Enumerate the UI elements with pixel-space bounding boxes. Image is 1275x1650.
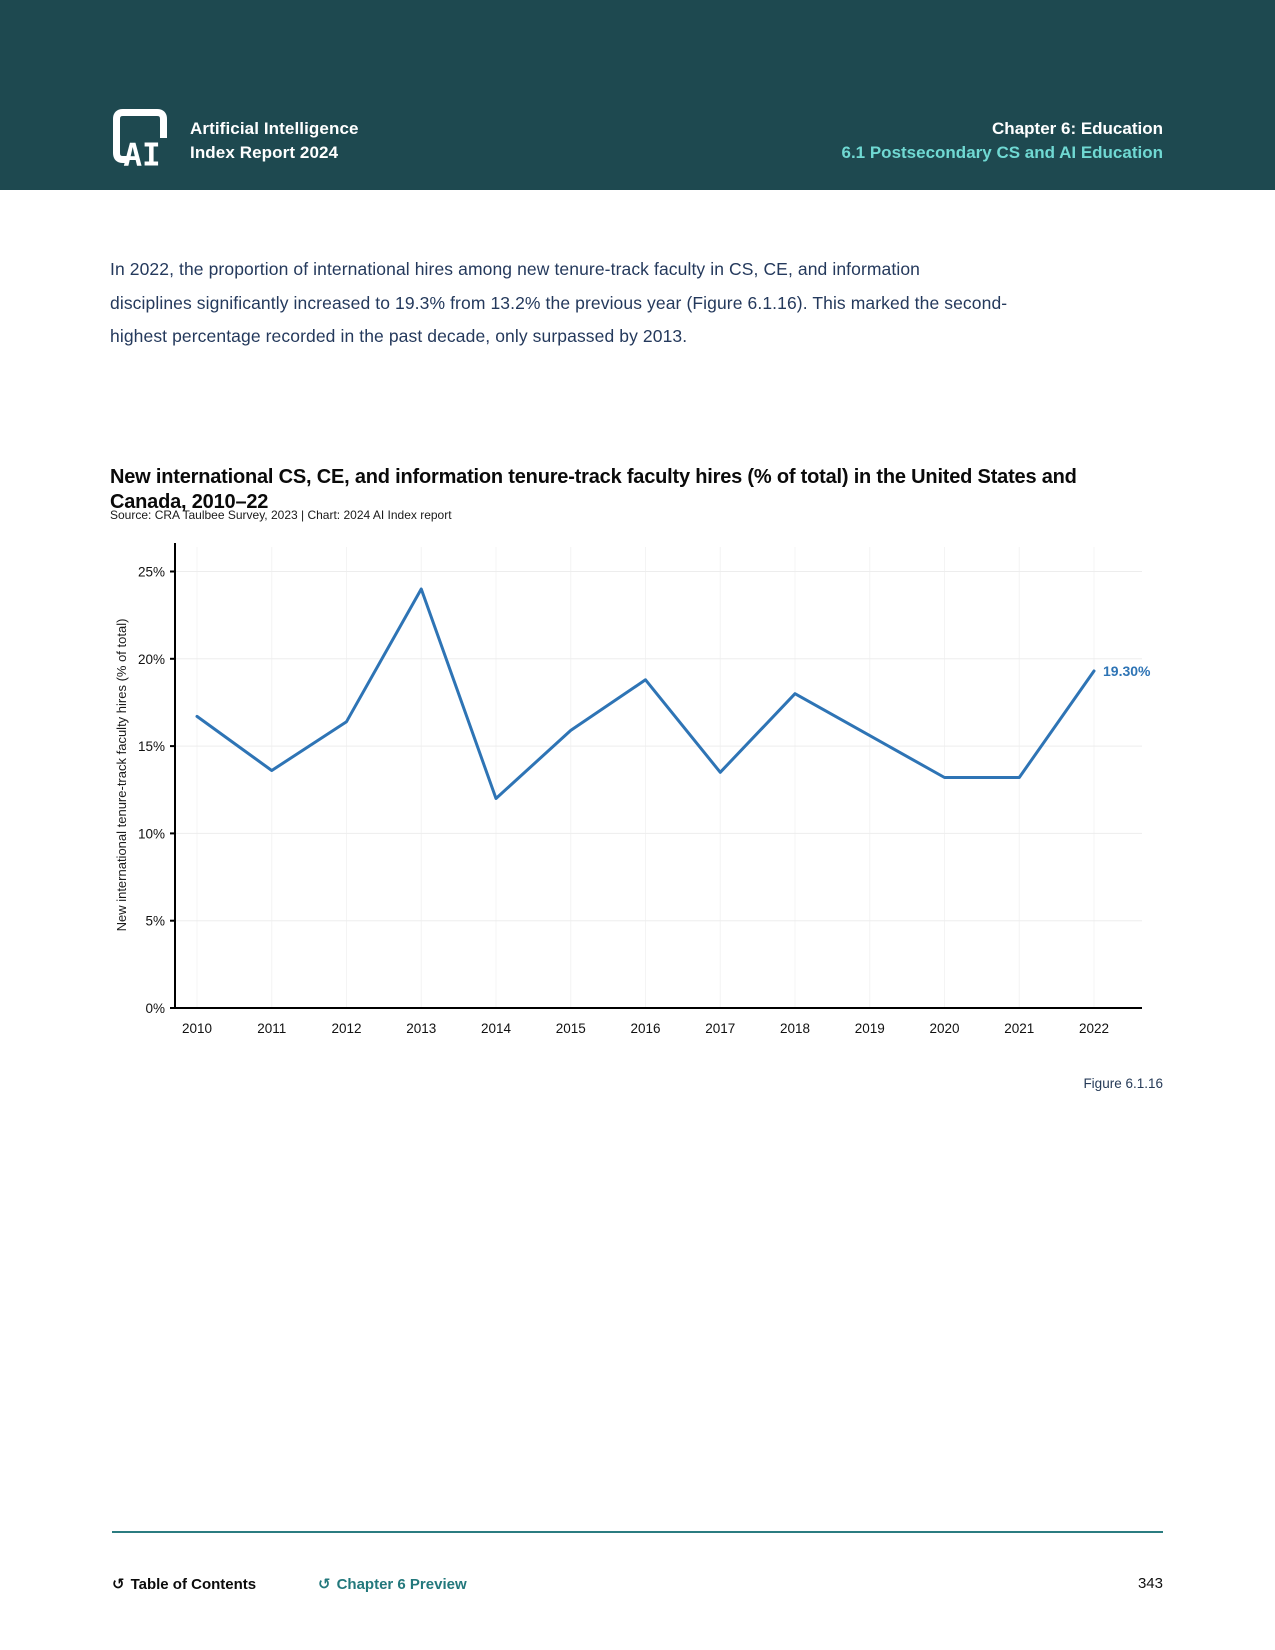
y-tick-label: 0% [145,1001,165,1016]
y-tick-label: 15% [137,739,165,755]
y-tick-label: 5% [145,913,165,929]
y-tick-label: 20% [137,651,165,667]
x-tick-label: 2013 [406,1021,437,1036]
chart-area [112,525,1165,1073]
x-tick-label: 2019 [854,1021,885,1036]
footer [112,1575,1163,1601]
brand-title [190,117,359,165]
x-tick-label: 2022 [1078,1021,1110,1036]
x-tick-label: 2020 [929,1021,960,1036]
toc-link-label: Table of Contents [130,1576,257,1593]
return-arrow-icon: ↺ [318,1575,331,1593]
preview-link-label: Chapter 6 Preview [336,1576,467,1593]
ai-index-logo-icon [112,108,168,170]
y-tick-label: 10% [137,826,165,842]
x-tick-label: 2011 [257,1021,287,1036]
paragraph-line: highest percentage recorded in the past decade, only surpassed by 2013. [110,326,688,346]
chart-title-line2: Canada, 2010–22 [110,491,269,513]
return-arrow-icon: ↺ [112,1575,125,1593]
x-tick-label: 2016 [630,1021,661,1036]
paragraph-line: disciplines significantly increased to 19.3% from 13.2% the previous year (Figure 6.1.16). This marked the second- [110,292,1008,313]
x-tick-label: 2017 [705,1021,736,1036]
x-tick-label: 2015 [555,1021,586,1036]
chart-source: Source: CRA Taulbee Survey, 2023 | Chart: 2024 AI Index report [110,508,452,522]
y-tick-label: 25% [137,564,165,580]
figure-caption: Figure 6.1.16 [1083,1076,1163,1091]
body-paragraph [110,253,1120,354]
chapter-title: Chapter 6: Education [992,119,1163,138]
header-chapter-block [841,117,1163,165]
end-value-label: 19.30% [1103,663,1151,680]
chart-title-line1: New international CS, CE, and information tenure-track faculty hires (% of total) in the United States and [110,466,1077,488]
page-number: 343 [1137,1575,1163,1592]
x-tick-label: 2021 [1004,1021,1035,1036]
table-of-contents-link[interactable] [112,1575,256,1593]
x-tick-label: 2014 [480,1021,512,1036]
x-tick-label: 2018 [779,1021,811,1036]
paragraph-line: In 2022, the proportion of international hires among new tenure-track faculty in CS, CE, and information [110,259,921,279]
y-axis-label: New international tenure-track faculty hires (% of total) [114,618,129,932]
logo-ai-text: AI [123,137,161,170]
brand-line2: Index Report 2024 [190,143,339,162]
chapter-preview-link[interactable] [318,1575,467,1593]
brand-line1: Artificial Intelligence [190,119,359,138]
line-chart-svg [112,525,1165,1073]
x-tick-label: 2010 [181,1021,213,1036]
page-header [0,0,1275,190]
footer-divider [112,1531,1163,1533]
section-title: 6.1 Postsecondary CS and AI Education [841,143,1163,162]
x-tick-label: 2012 [331,1021,362,1036]
